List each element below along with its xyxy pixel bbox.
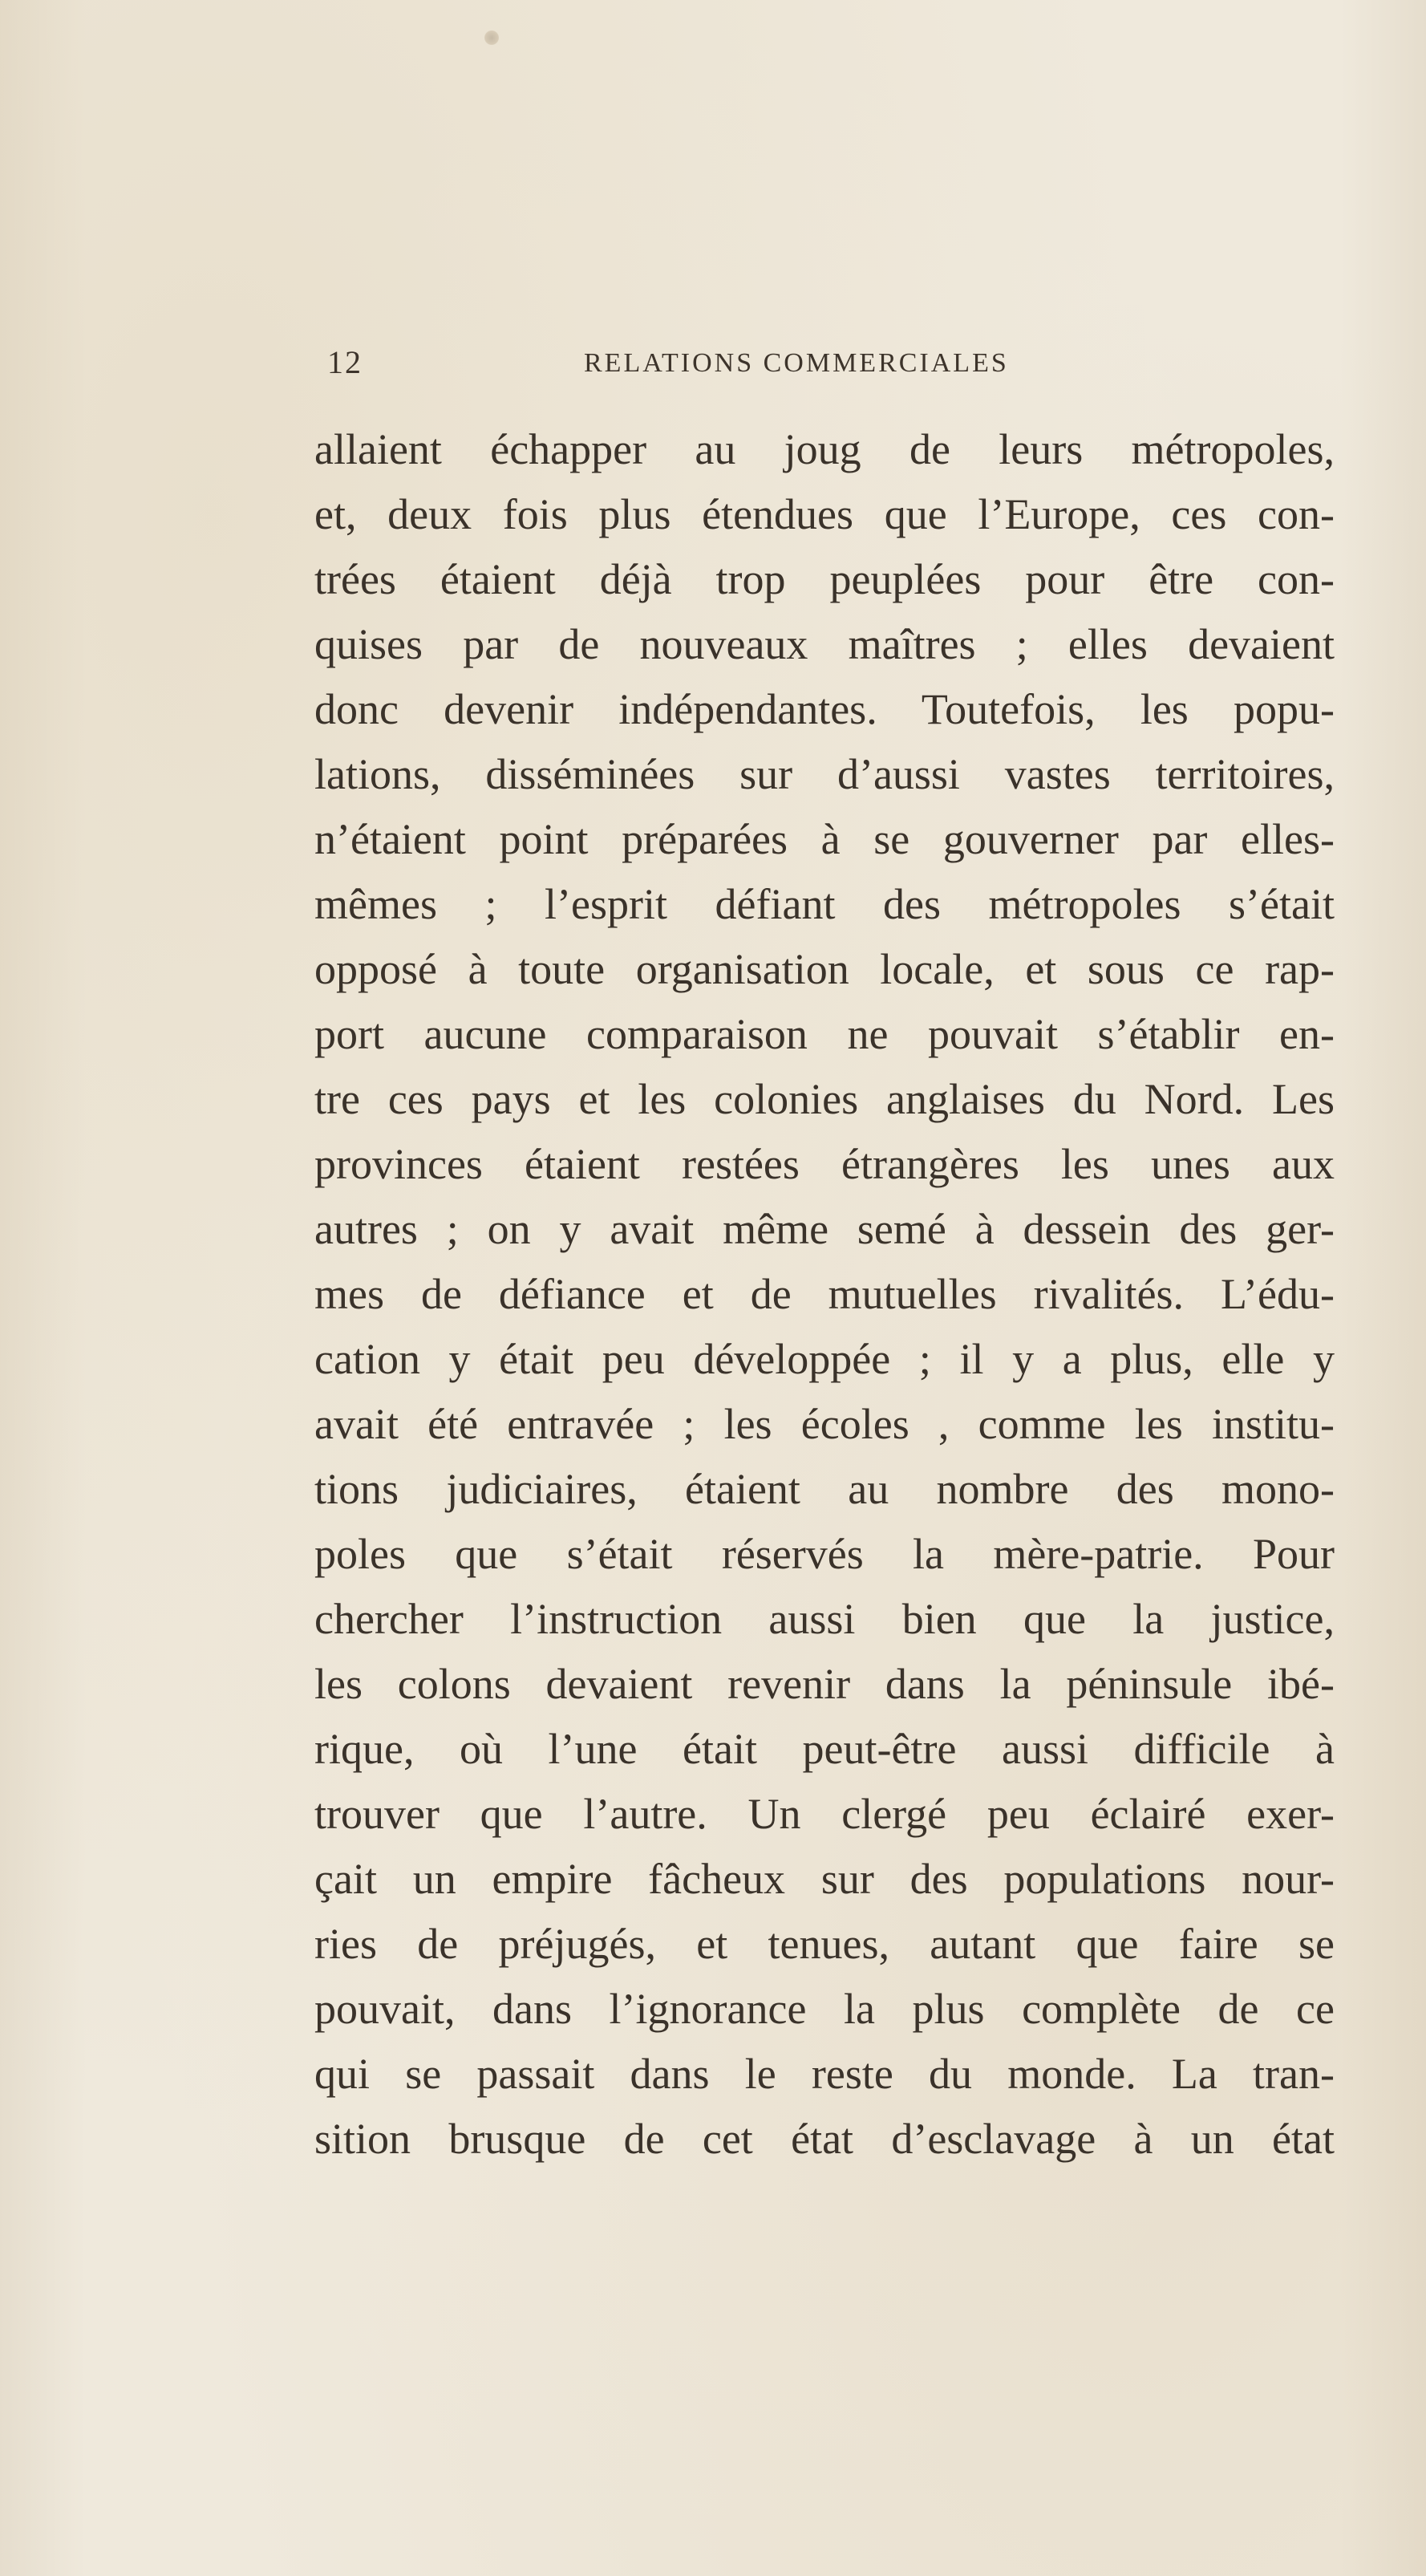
text-line: provinces étaient restées étrangères les unes aux [314, 1140, 1335, 1188]
page-number: 12 [327, 344, 363, 380]
body-text [314, 417, 1335, 2172]
text-line: quises par de nouveaux maîtres ; elles devaient [314, 620, 1335, 668]
text-line: cation y était peu développée ; il y a plus, elle y [314, 1335, 1335, 1383]
page-header [327, 343, 1339, 391]
text-line: tions judiciaires, étaient au nombre des mono- [314, 1465, 1335, 1513]
text-line: lations, disséminées sur d’aussi vastes territoires, [314, 750, 1335, 798]
text-line: sition brusque de cet état d’esclavage à un état [314, 2115, 1335, 2163]
running-head: RELATIONS COMMERCIALES [584, 348, 1009, 378]
text-line: mes de défiance et de mutuelles rivalités. L’édu- [314, 1270, 1335, 1318]
text-line: les colons devaient revenir dans la péninsule ibé- [314, 1660, 1335, 1708]
text-line: allaient échapper au joug de leurs métropoles, [314, 425, 1335, 473]
text-line: mêmes ; l’esprit défiant des métropoles s’était [314, 880, 1335, 928]
text-line: chercher l’instruction aussi bien que la justice, [314, 1595, 1335, 1643]
text-line: qui se passait dans le reste du monde. La tran- [314, 2050, 1335, 2098]
text-line: trouver que l’autre. Un clergé peu éclairé exer- [314, 1790, 1335, 1838]
text-line: opposé à toute organisation locale, et sous ce rap- [314, 945, 1335, 993]
text-line: ries de préjugés, et tenues, autant que faire se [314, 1920, 1335, 1968]
text-line: poles que s’était réservés la mère-patrie. Pour [314, 1530, 1335, 1578]
text-line: tre ces pays et les colonies anglaises du Nord. Les [314, 1075, 1335, 1123]
text-line: n’étaient point préparées à se gouverner par elles- [314, 815, 1335, 863]
text-line: autres ; on y avait même semé à dessein des ger- [314, 1205, 1335, 1253]
text-line: çait un empire fâcheux sur des populations nour- [314, 1855, 1335, 1903]
text-line: donc devenir indépendantes. Toutefois, les popu- [314, 685, 1335, 733]
text-line: rique, où l’une était peut-être aussi difficile à [314, 1725, 1335, 1773]
text-line: et, deux fois plus étendues que l’Europe, ces con- [314, 490, 1335, 538]
text-line: port aucune comparaison ne pouvait s’établir en- [314, 1010, 1335, 1058]
text-line: pouvait, dans l’ignorance la plus complète de ce [314, 1985, 1335, 2033]
text-line: trées étaient déjà trop peuplées pour être con- [314, 555, 1335, 603]
paper-blemish [484, 30, 499, 45]
text-line: avait été entravée ; les écoles , comme les institu- [314, 1400, 1335, 1448]
